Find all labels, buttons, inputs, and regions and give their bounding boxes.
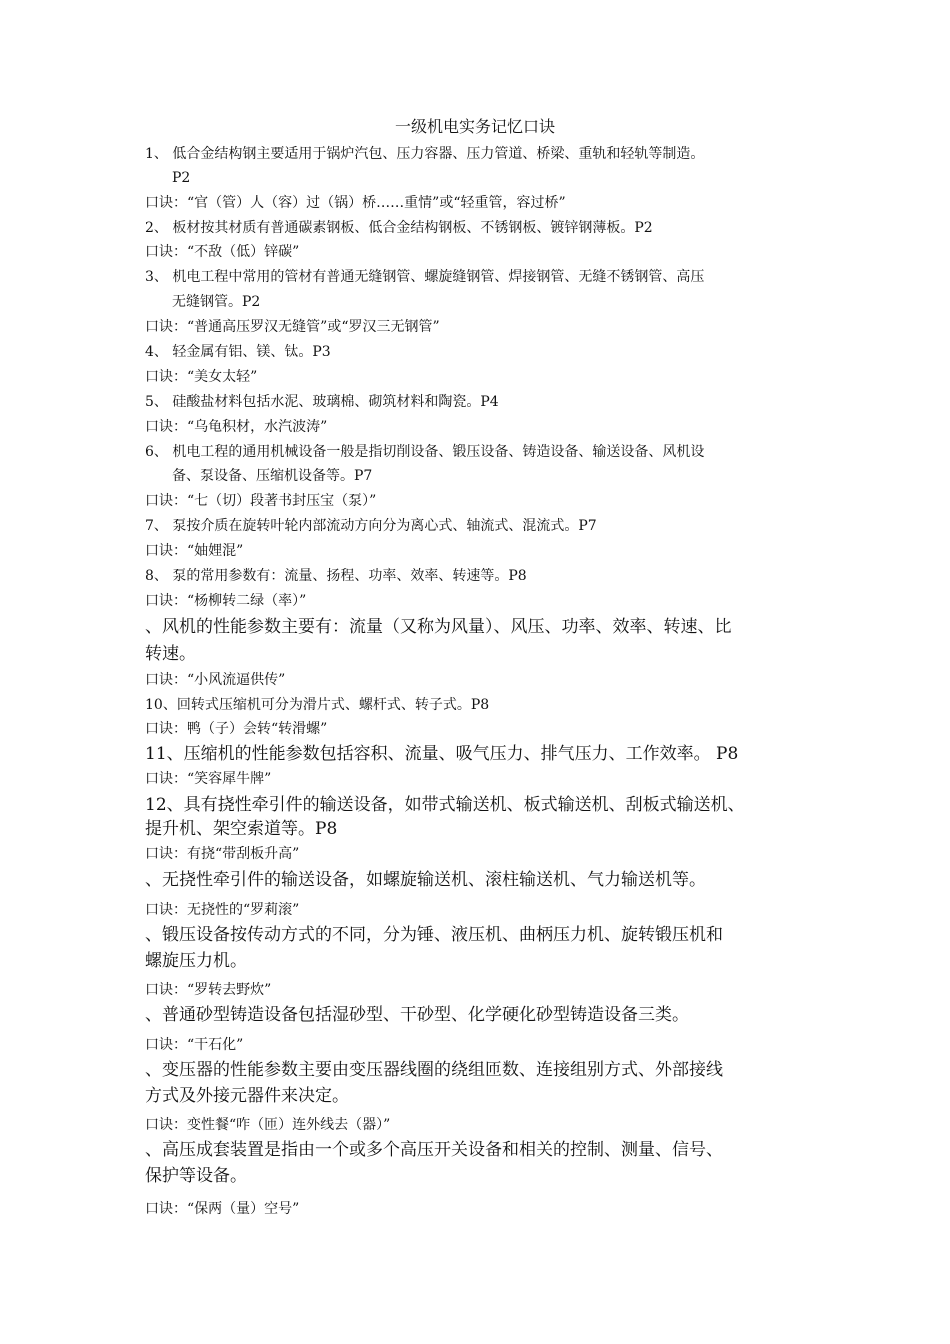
- mnemonic-15: 口诀：“干石化”: [145, 1037, 244, 1053]
- mnemonic-16: 口诀：变性餐“咋（匝）连外线去（器）”: [145, 1117, 391, 1133]
- item-9-line-2: 转速。: [145, 644, 196, 664]
- mnemonic-5: 口诀：“乌龟积材，水汽波涛”: [145, 419, 328, 435]
- item-17-line-2: 保护等设备。: [145, 1166, 247, 1186]
- mnemonic-6: 口诀：“七（切）段著书封压宝（泵）”: [145, 493, 377, 509]
- item-16-line-2: 方式及外接元器件来决定。: [145, 1086, 349, 1106]
- mnemonic-8: 口诀：“杨柳转二绿（率）”: [145, 593, 307, 609]
- item-1-line-2: P2: [172, 170, 191, 186]
- item-7-line: 7、 泵按介质在旋转叶轮内部流动方向分为离心式、轴流式、混流式。P7: [145, 518, 597, 534]
- item-16-line-1: 、变压器的性能参数主要由变压器线圈的绕组匝数、连接组别方式、外部接线: [145, 1060, 723, 1080]
- item-3-line-2: 无缝钢管。P2: [172, 294, 261, 310]
- mnemonic-1: 口诀：“官（管）人（容）过（锅）桥……重情”或“轻重管，容过桥”: [145, 195, 566, 211]
- item-17-line-1: 、高压成套装置是指由一个或多个高压开关设备和相关的控制、测量、信号、: [145, 1140, 723, 1160]
- mnemonic-12: 口诀：有挠“带刮板升高”: [145, 846, 300, 862]
- mnemonic-13: 口诀：无挠性的“罗莉滚”: [145, 902, 300, 918]
- item-13-line: 、无挠性牵引件的输送设备，如螺旋输送机、滚柱输送机、气力输送机等。: [145, 870, 706, 890]
- mnemonic-9: 口诀：“小风流逼供传”: [145, 672, 286, 688]
- item-10-line: 10、回转式压缩机可分为滑片式、螺杆式、转子式。P8: [145, 697, 490, 713]
- mnemonic-17: 口诀：“保两（量）空号”: [145, 1201, 300, 1217]
- item-11-line: 11、压缩机的性能参数包括容积、流量、吸气压力、排气压力、工作效率。 P8: [145, 744, 739, 764]
- item-4-line: 4、 轻金属有铝、镁、钛。P3: [145, 344, 331, 360]
- item-12-line-1: 12、具有挠性牵引件的输送设备，如带式输送机、板式输送机、刮板式输送机、: [145, 795, 745, 815]
- mnemonic-4: 口诀：“美女太轻”: [145, 369, 258, 385]
- item-3-line-1: 3、 机电工程中常用的管材有普通无缝钢管、螺旋缝钢管、焊接钢管、无缝不锈钢管、高压: [145, 269, 705, 285]
- item-6-line-1: 6、 机电工程的通用机械设备一般是指切削设备、锻压设备、铸造设备、输送设备、风机设: [145, 444, 705, 460]
- item-1-line-1: 1、 低合金结构钢主要适用于锅炉汽包、压力容器、压力管道、桥梁、重轨和轻轨等制造。: [145, 146, 705, 162]
- mnemonic-11: 口诀：“笑容犀牛牌”: [145, 771, 272, 787]
- mnemonic-2: 口诀：“不敌（低）锌碳”: [145, 244, 300, 260]
- item-14-line-1: 、锻压设备按传动方式的不同，分为锤、液压机、曲柄压力机、旋转锻压机和: [145, 925, 723, 945]
- item-8-line: 8、 泵的常用参数有：流量、扬程、功率、效率、转速等。P8: [145, 568, 527, 584]
- item-14-line-2: 螺旋压力机。: [145, 951, 247, 971]
- item-2-line: 2、 板材按其材质有普通碳素钢板、低合金结构钢板、不锈钢板、镀锌钢薄板。P2: [145, 220, 653, 236]
- item-6-line-2: 备、泵设备、压缩机设备等。P7: [172, 468, 373, 484]
- mnemonic-3: 口诀：“普通高压罗汉无缝管”或“罗汉三无钢管”: [145, 319, 440, 335]
- item-12-line-2: 提升机、架空索道等。P8: [145, 819, 338, 839]
- mnemonic-7: 口诀：“妯娌混”: [145, 543, 244, 559]
- page-title: 一级机电实务记忆口诀: [394, 117, 555, 136]
- item-5-line: 5、 硅酸盐材料包括水泥、玻璃棉、砌筑材料和陶瓷。P4: [145, 394, 499, 410]
- mnemonic-10: 口诀：鸭（子）会转“转滑螺”: [145, 721, 328, 737]
- item-15-line: 、普通砂型铸造设备包括湿砂型、干砂型、化学硬化砂型铸造设备三类。: [145, 1005, 689, 1025]
- mnemonic-14: 口诀：“罗转去野炊”: [145, 982, 272, 998]
- item-9-line-1: 、风机的性能参数主要有：流量（又称为风量）、风压、功率、效率、转速、比: [145, 617, 732, 637]
